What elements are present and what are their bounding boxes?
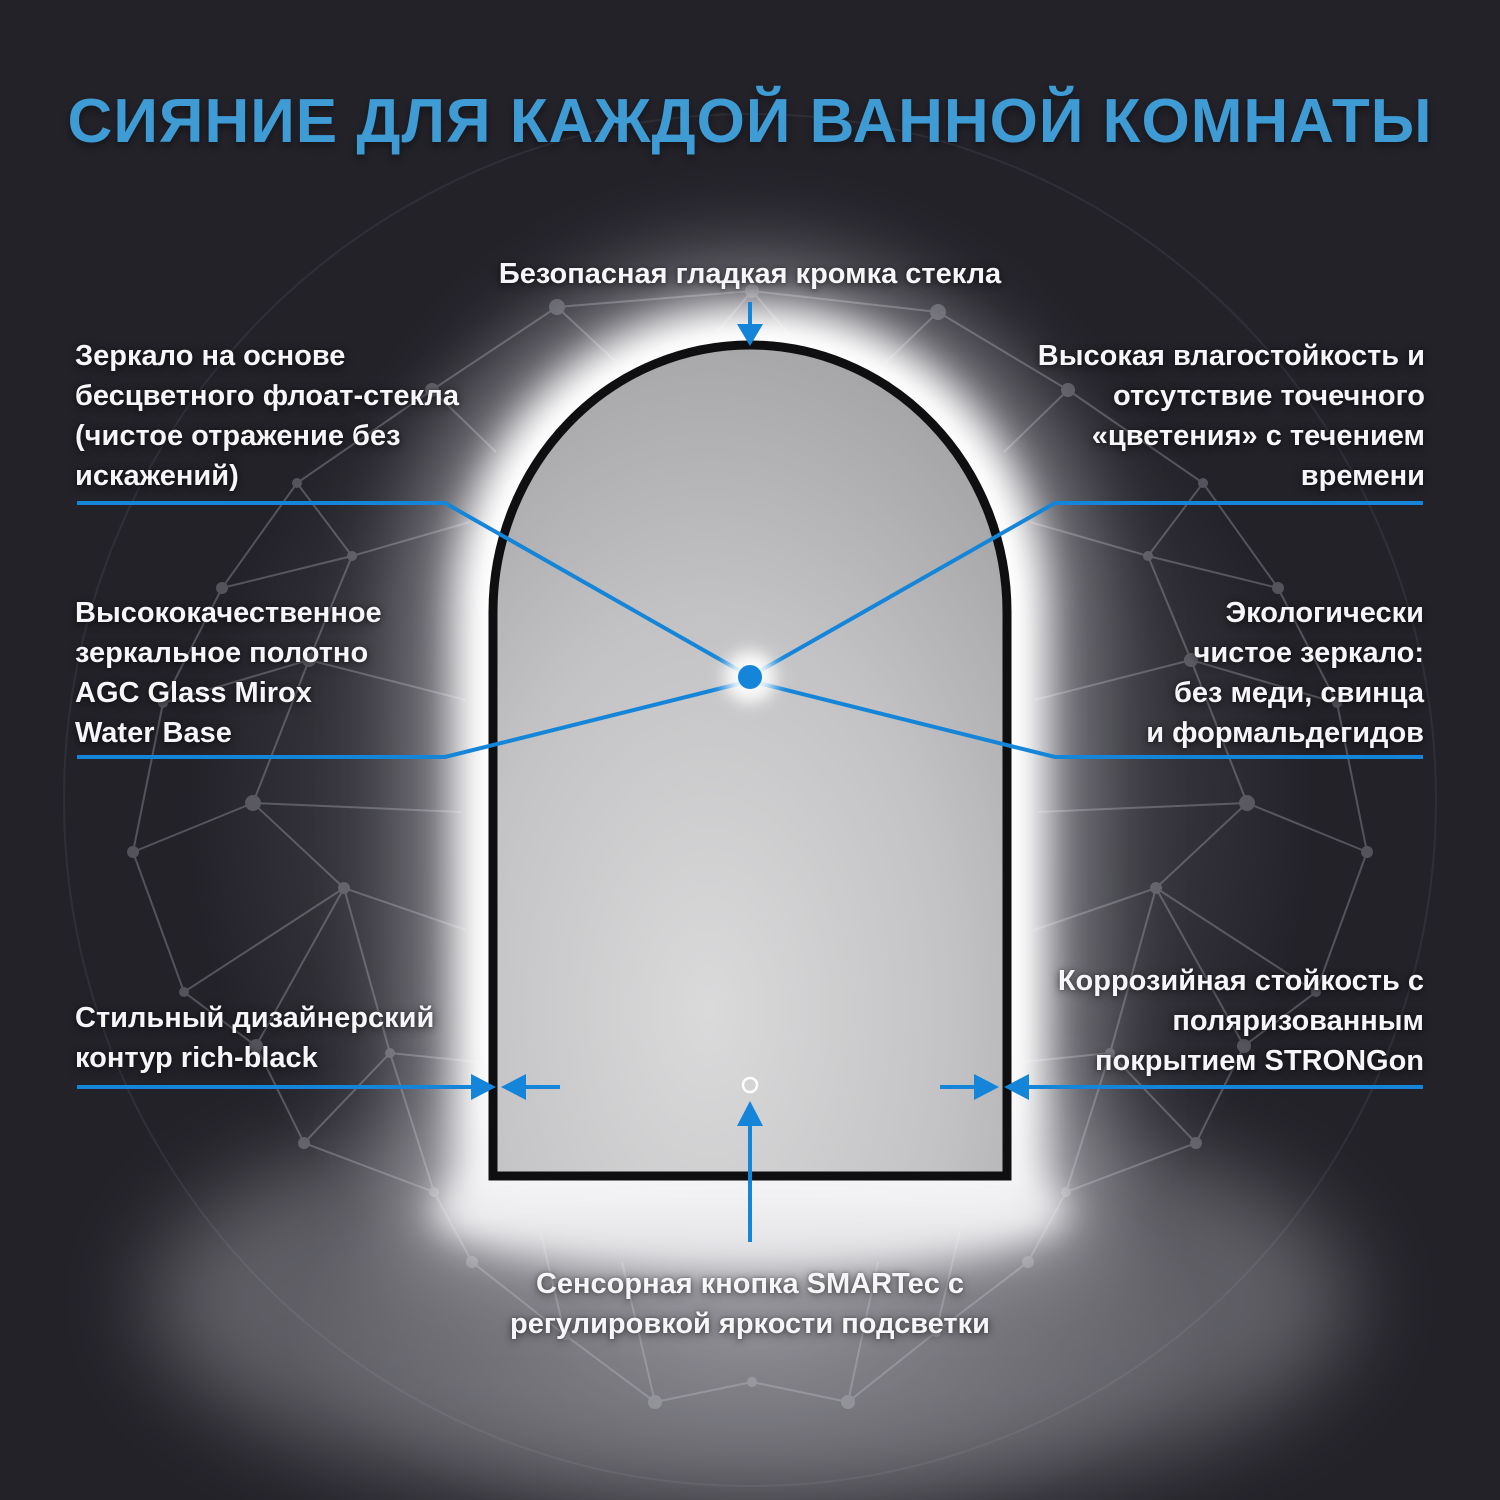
callout-right-middle xyxy=(1146,593,1424,753)
callout-line: бесцветного флоат-стекла xyxy=(75,380,459,412)
callout-top-edge xyxy=(0,254,1500,294)
callout-line: Экологически xyxy=(1225,597,1424,629)
callout-line: Высококачественное xyxy=(75,597,382,629)
callout-bottom-button xyxy=(0,1264,1500,1344)
callout-line: без меди, свинца xyxy=(1173,677,1424,709)
callout-line: регулировкой яркости подсветки xyxy=(510,1308,990,1340)
callout-line: Water Base xyxy=(75,717,232,749)
callout-line: контур rich-black xyxy=(75,1042,318,1074)
callout-left-middle xyxy=(75,593,382,753)
page-title: СИЯНИЕ ДЛЯ КАЖДОЙ ВАННОЙ КОМНАТЫ xyxy=(67,87,1433,156)
callout-line: Безопасная гладкая кромка стекла xyxy=(498,258,1002,290)
callout-line: поляризованным xyxy=(1172,1005,1424,1037)
callout-line: (чистое отражение без xyxy=(75,420,401,452)
callout-line: Стильный дизайнерский xyxy=(75,1002,435,1034)
callout-line: отсутствие точечного xyxy=(1113,380,1425,412)
callout-right-bottom xyxy=(1058,961,1424,1081)
callout-line: зеркальное полотно xyxy=(75,637,369,669)
callout-line: времени xyxy=(1300,460,1425,492)
center-anchor-dot xyxy=(724,651,776,703)
callout-line: искажений) xyxy=(75,460,239,492)
callout-line: AGC Glass Mirox xyxy=(75,677,312,709)
mirror-shape xyxy=(493,345,1007,1176)
callout-line: и формальдегидов xyxy=(1146,717,1424,749)
callout-line: покрытием STRONGon xyxy=(1095,1045,1424,1077)
callout-line: чистое зеркало: xyxy=(1193,637,1424,669)
callout-left-top xyxy=(75,336,459,496)
callout-line: Высокая влагостойкость и xyxy=(1037,340,1425,372)
callout-left-bottom xyxy=(75,998,434,1078)
callout-line: «цветения» с течением xyxy=(1091,420,1425,452)
callout-right-top xyxy=(1038,336,1425,496)
callout-line: Зеркало на основе xyxy=(75,340,346,372)
callout-line: Сенсорная кнопка SMARTec с xyxy=(535,1268,965,1300)
callout-line: Коррозийная стойкость с xyxy=(1057,965,1424,997)
